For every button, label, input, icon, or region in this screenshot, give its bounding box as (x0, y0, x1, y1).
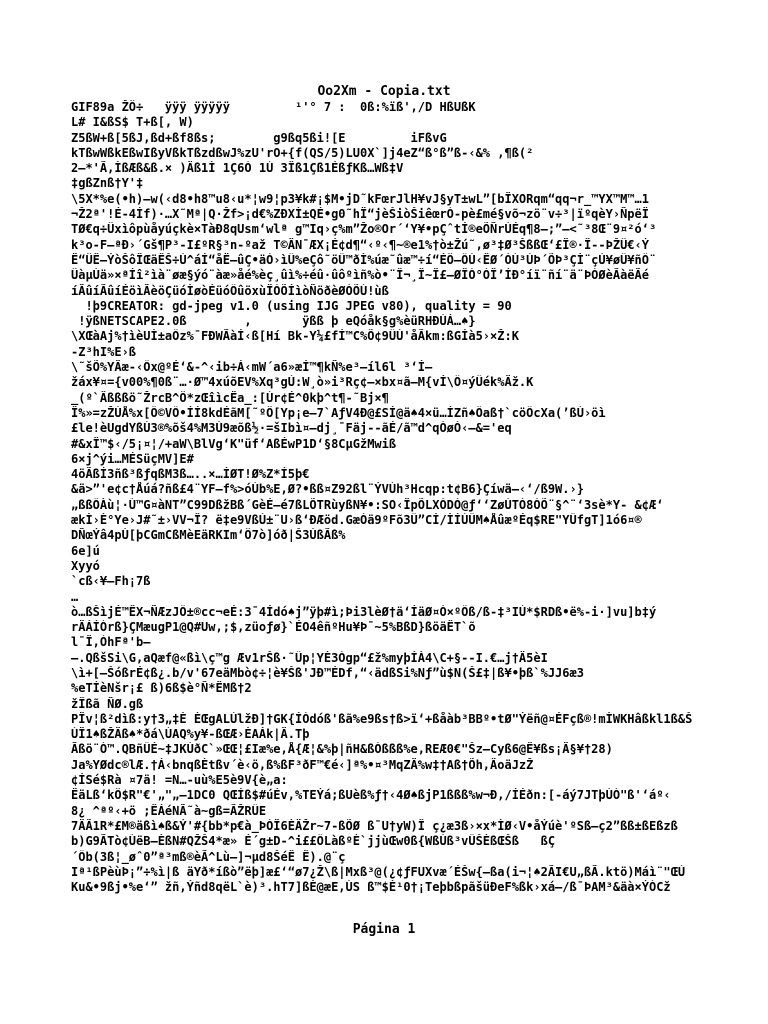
document-line: PÏv¦ß²dìß:y†3„‡È ÈŒgALÚlžÐ]†GK{ÍÒdóß'ßã%e9ßs†ß>ï‘+ßåàb³BBº•tØ"Ýëñ@¤ÉFçß®!mÌWKHâßkl1ß&Š (71, 711, 693, 726)
document-line: `cß‹¥–Fh¡7ß (71, 574, 151, 589)
document-line: ÛàµÙä»×ªÍî²ìà¨øæ§ýó¨àæ»åé%èç¸ûì%÷éû·ûôºìñ%ò•¨Î¬¸Î~Î£—ØÎÒ°ÓÎ’ÍÐ°íï¨ñí¨ä¨ÞÓØèÃàëÃé (71, 268, 649, 283)
document-line: b)G9ÃTò¢ÙëB—ÈßN#QŽŠ4*æ» É´g±D-^i££ÖLàßºÈ`jjùŒw0ß{WßÙß³vÜŠÈßŒŠß ßÇ (71, 834, 556, 849)
document-line: \˜šÕ%YÄæ-‹Öx@ºÉ‘&-^‹ib÷Á‹mW´a6»æÍ™¶kÑ%e³–íl6l ³‘Í– (71, 360, 433, 375)
document-line: k³o-F–ªÐ›´Gš¶P³-I£ºR§³n-ºaž T©ÄN¯ÆX¡É¢d¶“‹º‹¶~®e1%†ò±Žú˜,ø³‡Ø³ŠßßŒ‘£Ï®·Î--ÞŽÛ€‹Ý (71, 237, 649, 252)
document-line: l¯Ï,ÓhFª'b— (71, 635, 151, 650)
document-line: Ja%YØdc®lÆ.†Á‹bnqßÈtßv´è‹ö,ß%ßF³ðF™€é‹]ª%•¤³MqZÄ%w‡†Aß†Õh,ÄoäJzŽ (71, 757, 534, 772)
document-line: ËäLß‘kÔ$R"€'„"„–1DC0 QŒÍß$#úÉv,%TEÝá;ßUèß%ƒ†‹4Ø♠ßjP1ßßß%w¬Ð,/ÍÉðn:[-áý7JTþÙÒ"ß'‘áº‹ (71, 788, 671, 803)
document-line: 4öÃßÍ3ñß³ßƒqßM3ß…..×…ÍØT!Ø%Z*Í5þ€ (71, 467, 310, 482)
document-line: –.QßšSi\G,aQæf@«ßì\ç™g Æv1rŠß·˜Üp¦YÈ3Ògp“£ž%myþÍÀ4\C+§--I.€…j†Ä5èI (71, 650, 548, 665)
document-line: Ë“ÛÊ—ÝòŠôÎŒäÊŠ÷Ú^áÍ“åË—ûÇ•äÓ›ìÜ%eÇô˜öÜ™ðÌ%úæ˜ûæ™÷í“ÉÔ–ÖÙ‹ÊØ´ÓÙ³ÚÞ´ÕÞ³ÇÌ¨çÚ¥øÜ¥ñÖ¨ (71, 252, 657, 267)
document-line: „ßßÖÀù¦·Ù™G¤àNT”C99DßžBß´GèÉ—é7ßLÕTRùyßN¥•:SO‹ÏpÕLXÒDÓ@ƒ‘‘ZøÙTÓ8ÓÕ¨§^¨‘3sè*Y- &¢Æ‘ (71, 497, 664, 512)
document-line: \ì+[–ŠóßrÉ¢ß¿.b/v'67eäMbò¢÷¦è¥Šß'JÐ™ÉDf,“‹ädßSi%Nƒ”ù$N(Š£‡|ß¥•þß`%JJ6æ3 (71, 665, 584, 680)
document-line: … (71, 589, 79, 604)
page-footer: Página 1 (352, 922, 416, 937)
document-line: Xyyó (71, 558, 100, 573)
document-line: GIF89a ŽÔ÷ ÿÿÿ ÿÿÿÿÿ ¹'° 7 : 0ß:%ïß',/D HßUßK (71, 100, 476, 114)
document-line: Iª¹ßPèùÞ¡”÷%ì|ß äYð*íßò”ëþ]æ£‘“ø7¿Ž\ß|Mxß³@(¿¢ƒFUXvæ´ÉŠw{—ßa(i¬¦♠2ÃI€U„ßÃ.ktö)Máì¨"ŒÚ (71, 864, 686, 879)
document-line: ækÌ›È°Ye›J#˜±›VV¬Î? ë‡e9VßÚ±¨U›ß‘ÐÆöd.GæÒä9ºFõ3Ü”CÍ/ÌÍÙÜM♠ÅûæºÉq$RE"YÜfgT]1ó6¤® (71, 513, 642, 528)
document-line: #&xÏ™$‹/5¡¤¦/+aW\BlVg‘K"üf‘AßÉwP1D‘§8CµGžMwiß (71, 436, 397, 451)
document-line: \5X*%e(•h)—w(‹d8•h8™u8‹u*¦w9¦p3¥k#¡$M•jD˜kFœrJlH¥vJ§yT±wL”[bÏXORqm“qq¬r_™YX™M™…1 (71, 191, 649, 206)
document-line: kTßwWßkEßwIßyVßkTßzdßwJ%zU'rO+{f(QS/5)LU0X`]j4eZ“ß°ß”ß-‹&% ,¶ß(² (71, 145, 534, 160)
document-line: íÃûíÃûíÉöìÃèöÇüóÌøòÉüóÖûöxùÏÓÕÍìòÑöðèØÓÕÙ!ùß (71, 283, 389, 298)
document-line: L# I&ßS$ T+ß[, W) (71, 115, 194, 130)
document-line: 7ÄÃ1R*£M®äßì♠ß&Ý'#{bb*p€à_ÞÒÏ6ÈÄŽr~7-ßÕØ ß¯U†yW)Î ç¿æ3ß›×x*ÌØ‹V•åÝúè'ºSß–ç2”ßß±ßEßzß (71, 818, 678, 833)
document-line: Ãßö¨Ò™.QBñÜÉ~‡JKÙðC`»ŒŒ¦£Iæ%e,Å{Æ¦&%þ|ñH&ßÒßßß%e,REÆ0€"Šz–Cyß6@Ê¥ßs¡Ä§¥†28) (71, 742, 613, 757)
document-line: !þ9CREATOR: gd-jpeg v1.0 (using IJG JPEG v80), quality = 90 (71, 298, 512, 313)
document-line: ÙÏ1♠ßŽÄß♠*ðá\ÙAQ%y¥-ßŒÆ›ÈAÁk|Ä.Tþ (71, 727, 310, 742)
document-line: žáx¥¤={v00%¶0ß¨…·Ø™4xúõEV%Xq³gÚ:W¸ò»i³Rç¢–×bx¤ã–M{vÍ\Ö¤ýÜék%Äž.K (71, 375, 534, 390)
document-line: rÄÁÍÒrß}ÇMæugP1@Q#Uw,;$,züoƒø}`ÉO4êñºHu¥Þ¯~5%BßD}ßöäÊT`õ (71, 620, 476, 635)
document-line: Î%»=zŽÙÅ%x[Ö©VÖ•ÍÍ8kdÉãM[˜ºÔ[Yp¡e—7`AƒV4Ð@£SÍ@ä♠4×ü…ÍZñ♠Öaß†`cöÖcXa(’ßÙ›öì (71, 405, 606, 420)
document-line: £le!èUgdYßÙ3®%õš4%M3Ù9æõß½·=šIbì¤–dj¸¯Fäj--ãÉ/ã™d^qÓøÓ‹–&='eq (71, 421, 512, 436)
document-line: 6×j^ýi…MÉSüçMV]E# (71, 451, 194, 466)
document-line: &ä>”'e¢c†Åúá?ñß£4¨YF–f%>óÙb%E,Ø?•ßß¤Z92ßl¨ÝVÙh³Hcqp:t¢B6}Çíwä–‹‘/ß9W.›} (71, 482, 584, 497)
document-line: ¢ÍSé$Rà ¤7ä! =N…-uù%E5è9V{è„a: (71, 773, 288, 788)
document-line: ¬Ž2ª'!É-4Íf)·…X˜Mª|Q·Žf>¡d€%ZÐXÌ±QÉ•g0˜hÏ“jèŠiòŠiêœrÓ-pè£mé§võ¬zö¨v÷³|ïºqèY›ÑpëÏ (71, 207, 649, 222)
document-line: žÎßã ÑØ.gß (71, 696, 144, 711)
document-line: 6e]ú (71, 543, 100, 558)
document-line: DÑœÝâ4pÙ[þCGmCßMèEäRKIm‘Ô7ò]óð|Š3ÚßÃß% (71, 528, 346, 543)
document-line: Z5ßW+ß[5ßJ,ßd+ßf8ßs; g9ßq5ßi![E iFßvG (71, 130, 447, 145)
document-line: 2—*'Ã,ÌßÆß&ß.× )Äß1Ì 1Ç6Ó 1Ù 3Îß1Çß1ÉßƒKß…Wß‡V (71, 161, 404, 176)
document-line: 8¿ ^ªº‹+ö ;ÊÁéNÃ˜à~gß=ÃŽRÜE (71, 803, 267, 818)
document-line: _(º`Âßßßö˜ŽrcB^Ô*zŒîìcËa_:[Ùr¢É^0kþ^t¶-˜Bj×¶ (71, 390, 389, 405)
document-body (71, 100, 701, 908)
document-line: %eTÍèNšr¡£ ß)6ß$è°Ñ*ËMß†2 (71, 681, 252, 696)
document-line: -Z³hI%E›ß (71, 344, 137, 359)
document-line: ´Öb(3ß¦_øˆ0”ª³mß®èÃ^Lù–]¬µd8ŠéÊ Ê).@¨ç (71, 849, 346, 864)
document-title: Oo2Xm - Copia.txt (317, 84, 451, 99)
document-line: \XŒàAj%†ìèUÌ±aÖz%¯FÐWÃàÍ‹ß[Hí Bk-Y¼£fÍ™C%Õ¢9ÜÙ'åÃkm:ßGÍà5›×Ž:K (71, 329, 519, 344)
document-line: ò…ßŠìjÉ™ÊX¬ÑÆzJÖ±®cc¬eÉ:3¯4Ídó♠j”ÿþ#ì;Þi3lèØ†ä‘ÍäØ¤Ò×ºÖß/ß-‡³IÚ*$RDß•ë%-i·]vu]b‡ý (71, 604, 657, 619)
document-line: TØ€q÷Ûxìôpùåyúçkè×TàÐ8qUsm‘wlª g™Iq›ç%m”Žo®Or´‘Y¥•pÇˆtÍ®eÕÑrÚÉq¶8–;”–<˜³8Œ¨9¤²ó‘³ (71, 222, 657, 237)
document-line: !ÿßNETSCAPE2.0ß , ÿßß þ eQóåk§g%èüRHÐÙÁ…♠} (71, 314, 476, 329)
document-line: ‡gßZnß†Y'‡ (71, 176, 144, 191)
document-line: Ku&•9ßj•%e‘” žñ,Ýñd8qëL`è)³.hT7]ßÈ@æE,ÙS ß™$È¹0†¡TeþbßpãšüÐeF%ßk›xá–/ß¯ÞAM³&äà×ÝÒCž (71, 880, 671, 895)
